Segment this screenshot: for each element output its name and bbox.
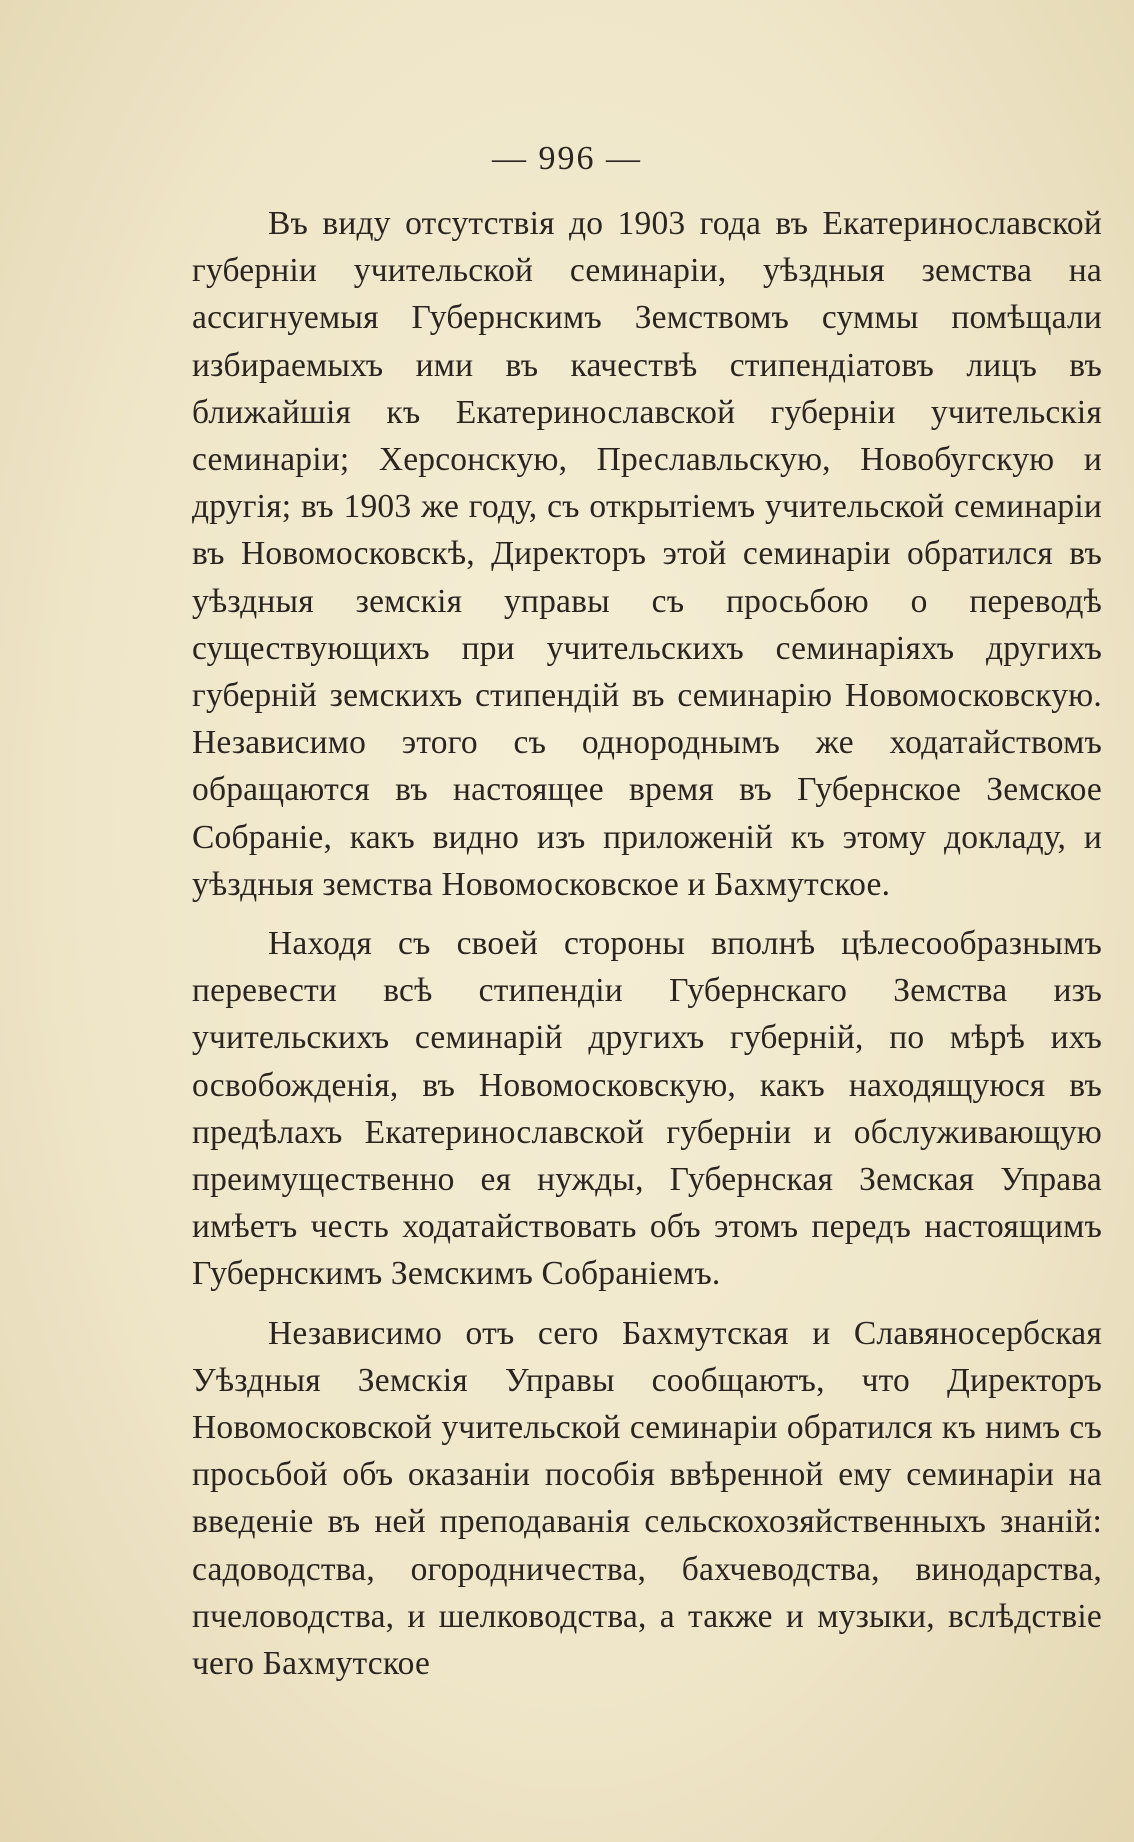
- page-number: — 996 —: [492, 140, 642, 177]
- paragraph-2: Находя съ своей стороны вполнѣ цѣлесообразнымъ перевести всѣ стипендіи Губернскаго Земства изъ учительскихъ семинарій другихъ губерній, по мѣрѣ ихъ освобожденія, въ Новомосковскую, какъ находящуюся въ предѣлахъ Екатеринославской губерніи и обслуживающую преимущественно ея нужды, Губернская Земская Управа имѣетъ честь ходатайствовать объ этомъ передъ настоящимъ Губернскимъ Земскимъ Собраніемъ.: [192, 925, 1102, 1293]
- paragraph-1: Въ виду отсутствія до 1903 года въ Екатеринославской губерніи учительской семинаріи, уѣздныя земства на ассигнуемыя Губернскимъ Земствомъ суммы помѣщали избираемыхъ ими въ качествѣ стипендіатовъ лицъ въ ближайшія къ Екатеринославской губерніи учительскія семинаріи; Херсонскую, Преславльскую, Новобугскую и другія; въ 1903 же году, съ открытіемъ учительской семинаріи въ Новомосковскѣ, Директоръ этой семинаріи обратился въ уѣздныя земскія управы съ просьбою о переводѣ существующихъ при учительскихъ семинаріяхъ другихъ губерній земскихъ стипендій въ семинарію Новомосковскую. Независимо этого съ однороднымъ же ходатайствомъ обращаются въ настоящее время въ Губернское Земское Собраніе, какъ видно изъ приложеній къ этому докладу, и уѣздныя земства Новомосковское и Бахмутское.: [192, 205, 1102, 903]
- body-text: [192, 200, 1102, 1687]
- paragraph-3: Независимо отъ сего Бахмутская и Славяносербская Уѣздныя Земскія Управы сообщаютъ, что Директоръ Новомосковской учительской семинаріи обратился къ нимъ съ просьбой объ оказаніи пособія ввѣренной ему семинаріи на введеніе въ ней преподаванія сельскохозяйственныхъ знаній: садоводства, огородничества, бахчеводства, винодарства, пчеловодства, и шелководства, а также и музыки, вслѣдствіе чего Бахмутское: [192, 1314, 1102, 1683]
